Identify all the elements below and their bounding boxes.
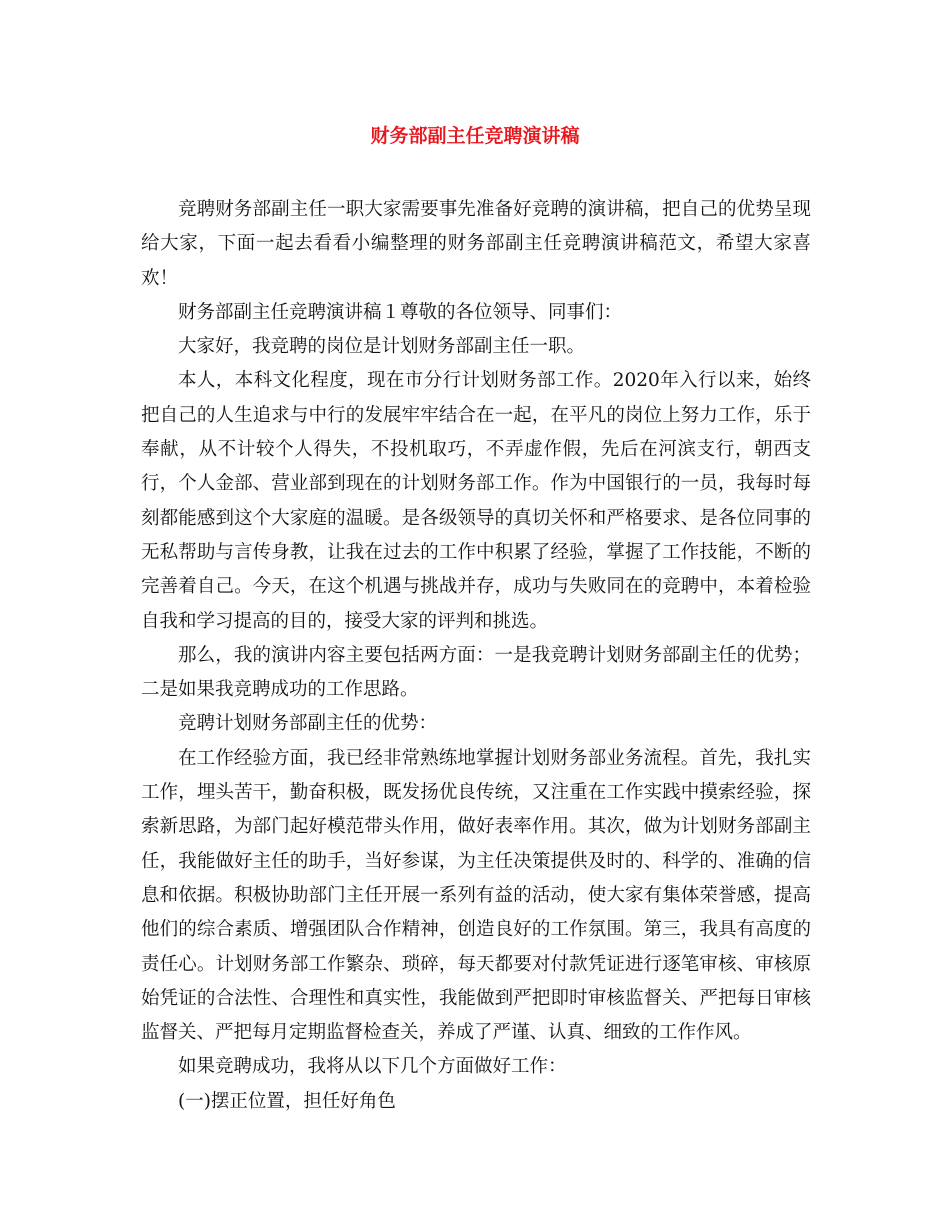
document-title: 财务部副主任竞聘演讲稿 bbox=[370, 125, 580, 147]
paragraph-intro: 竞聘财务部副主任一职大家需要事先准备好竞聘的演讲稿，把自己的优势呈现给大家，下面一起去看看小编整理的财务部副主任竞聘演讲稿范文，希望大家喜欢！ bbox=[141, 199, 811, 289]
paragraph-plan-heading: 如果竞聘成功，我将从以下几个方面做好工作： bbox=[178, 1056, 567, 1078]
paragraph-position: 大家好，我竞聘的岗位是计划财务部副主任一职。 bbox=[178, 336, 586, 358]
document-body bbox=[141, 193, 811, 1119]
paragraph-background: 本人，本科文化程度，现在市分行计划财务部工作。2020年入行以来，始终把自己的人生追求与中行的发展牢牢结合在一起，在平凡的岗位上努力工作，乐于奉献，从不计较个人得失，不投机取巧，不弄虚作假，先后在河滨支行，朝西支行，个人金部、营业部到现在的计划财务部工作。作为中国银行的一员，我每时每刻都能感到这个大家庭的温暖。是各级领导的真切关怀和严格要求、是各位同事的无私帮助与言传身教，让我在过去的工作中积累了经验，掌握了工作技能，不断的完善着自己。今天，在这个机遇与挑战并存，成功与失败同在的竞聘中，本着检验自我和学习提高的目的，接受大家的评判和挑选。 bbox=[141, 370, 811, 632]
paragraph-outline: 那么，我的演讲内容主要包括两方面：一是我竞聘计划财务部副主任的优势；二是如果我竞聘成功的工作思路。 bbox=[141, 644, 811, 701]
paragraph-greeting: 财务部副主任竞聘演讲稿１尊敬的各位领导、同事们： bbox=[178, 301, 623, 323]
paragraph-section-one: (一)摆正位置，担任好角色 bbox=[178, 1090, 396, 1112]
paragraph-advantages-heading: 竞聘计划财务部副主任的优势： bbox=[178, 713, 438, 735]
paragraph-advantages: 在工作经验方面，我已经非常熟练地掌握计划财务部业务流程。首先，我扎实工作，埋头苦干，勤奋积极，既发扬优良传统，又注重在工作实践中摸索经验，探索新思路，为部门起好模范带头作用，做好表率作用。其次，做为计划财务部副主任，我能做好主任的助手，当好参谋，为主任决策提供及时的、科学的、准确的信息和依据。积极协助部门主任开展一系列有益的活动，使大家有集体荣誉感，提高他们的综合素质、增强团队合作精神，创造良好的工作氛围。第三，我具有高度的责任心。计划财务部工作繁杂、琐碎，每天都要对付款凭证进行逐笔审核、审核原始凭证的合法性、合理性和真实性，我能做到严把即时审核监督关、严把每日审核监督关、严把每月定期监督检查关，养成了严谨、认真、细致的工作作风。 bbox=[141, 747, 811, 1044]
